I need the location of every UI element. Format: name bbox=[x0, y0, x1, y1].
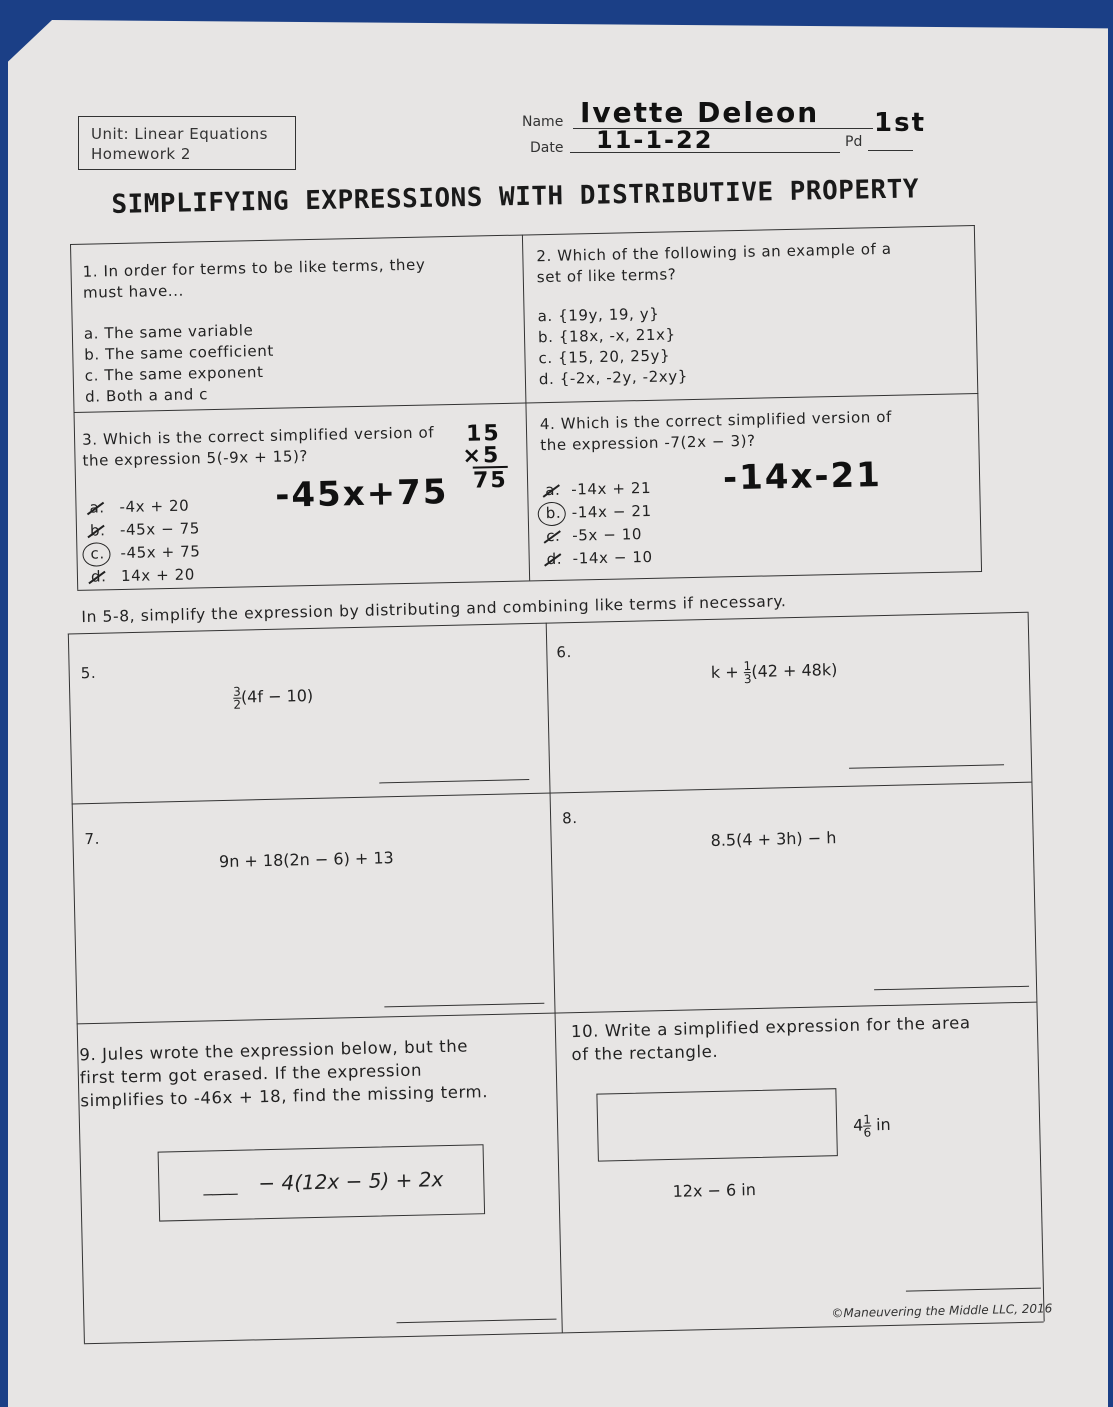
date-value: 11-1-22 bbox=[596, 126, 714, 154]
questions-5-10-grid bbox=[45, 575, 1062, 1357]
q5-frac-den: 2 bbox=[233, 697, 242, 712]
q3-option-c-letter: c. bbox=[90, 544, 105, 563]
page-title: SIMPLIFYING EXPRESSIONS WITH DISTRIBUTIVE PROPERTY bbox=[111, 174, 920, 220]
q2-block bbox=[536, 239, 894, 390]
q3-answer-circle bbox=[82, 542, 110, 567]
q4-block bbox=[540, 407, 893, 456]
q9-line1: 9. Jules wrote the expression below, but the bbox=[79, 1036, 469, 1065]
q3-work-calc-top: 15 bbox=[465, 421, 501, 447]
homework-label: Homework 2 bbox=[91, 145, 191, 163]
q3-block bbox=[82, 422, 435, 471]
q6-answer-line[interactable] bbox=[849, 764, 1004, 769]
q6-prefix: k + bbox=[710, 662, 744, 682]
q9-blank[interactable]: ____ bbox=[203, 1175, 238, 1197]
q9-line2: first term got erased. If the expression bbox=[79, 1060, 423, 1088]
q3-prompt-line1: 3. Which is the correct simplified version of bbox=[81, 423, 435, 449]
q9-box-expression: − 4(12x − 5) + 2x bbox=[258, 1167, 444, 1196]
q10-side-whole: 4 bbox=[852, 1115, 864, 1135]
q10-line1: 10. Write a simplified expression for the area bbox=[570, 1013, 971, 1042]
q5-expression bbox=[233, 684, 313, 711]
q1-prompt-line2: must have... bbox=[82, 281, 185, 302]
q8-number: 8. bbox=[561, 808, 578, 828]
lower-grid-right bbox=[1028, 612, 1045, 1322]
q3-option-a-letter: a. bbox=[89, 498, 105, 517]
q4-option-c-letter: c. bbox=[546, 526, 561, 546]
q4-prompt-line1: 4. Which is the correct simplified version of bbox=[539, 407, 893, 434]
q1-prompt-line1: 1. In order for terms to be like terms, they bbox=[82, 255, 426, 281]
q9-block bbox=[79, 1034, 488, 1112]
q10-side-den: 6 bbox=[863, 1125, 872, 1140]
q9-answer-line[interactable] bbox=[397, 1319, 557, 1324]
q3-option-d[interactable]: 14x + 20 bbox=[120, 565, 196, 586]
instructions: In 5-8, simplify the expression by distributing and combining like terms if necessary. bbox=[81, 592, 787, 627]
questions-1-4-grid bbox=[70, 225, 982, 592]
q5-frac-num: 3 bbox=[233, 684, 241, 699]
q5-answer-line[interactable] bbox=[379, 779, 529, 783]
q10-bottom-label: 12x − 6 in bbox=[672, 1180, 757, 1201]
q5-number: 5. bbox=[80, 663, 97, 683]
q3-option-b[interactable]: -45x − 75 bbox=[119, 519, 201, 540]
copyright: ©Maneuvering the Middle LLC, 2016 bbox=[831, 1301, 1053, 1321]
q10-line2: of the rectangle. bbox=[571, 1041, 719, 1065]
q3-option-b-letter: b. bbox=[89, 521, 106, 540]
q2-prompt-line2: set of like terms? bbox=[536, 265, 677, 287]
pd-underline bbox=[868, 150, 913, 151]
q2-option-c[interactable]: c. {15, 20, 25y} bbox=[538, 346, 671, 368]
unit-header-box bbox=[78, 116, 296, 170]
q10-side-unit: in bbox=[875, 1114, 891, 1135]
date-label: Date bbox=[530, 140, 564, 156]
q3-work-answer: -45x+75 bbox=[274, 472, 449, 516]
q4-answer-circle bbox=[538, 502, 566, 527]
q4-option-b[interactable]: -14x − 21 bbox=[571, 501, 652, 522]
q8-answer-line[interactable] bbox=[874, 986, 1029, 991]
q10-rectangle bbox=[596, 1088, 837, 1161]
q3-work-calc-result: 75 bbox=[472, 467, 508, 494]
q4-work-answer: -14x-21 bbox=[722, 455, 883, 499]
q4-prompt-line2: the expression -7(2x − 3)? bbox=[540, 431, 756, 455]
q6-frac-den: 3 bbox=[743, 671, 752, 687]
unit-label: Unit: Linear Equations bbox=[91, 125, 268, 143]
q7-number: 7. bbox=[84, 829, 101, 849]
q4-option-c[interactable]: -5x − 10 bbox=[572, 525, 643, 545]
q3-option-d-letter: d. bbox=[90, 567, 107, 586]
name-label: Name bbox=[522, 114, 564, 130]
q8-expression: 8.5(4 + 3h) − h bbox=[710, 828, 837, 850]
q5-expr: (4f − 10) bbox=[240, 685, 314, 707]
q1-option-a[interactable]: a. The same variable bbox=[83, 321, 254, 343]
q1-block bbox=[82, 255, 428, 408]
q3-work-calc-mult: ×5 bbox=[462, 443, 501, 469]
q7-expression: 9n + 18(2n − 6) + 13 bbox=[218, 848, 394, 872]
q6-expression bbox=[711, 658, 838, 686]
q6-expr: (42 + 48k) bbox=[751, 660, 838, 681]
q10-side-label bbox=[853, 1113, 891, 1139]
q3-option-a[interactable]: -4x + 20 bbox=[119, 496, 190, 517]
q4-option-d[interactable]: -14x − 10 bbox=[572, 547, 653, 568]
q2-option-b[interactable]: b. {18x, -x, 21x} bbox=[537, 325, 676, 347]
q10-side-num: 1 bbox=[863, 1112, 872, 1127]
pd-label: Pd bbox=[845, 134, 863, 150]
q1-option-c[interactable]: c. The same exponent bbox=[84, 362, 264, 385]
q10-answer-line[interactable] bbox=[906, 1288, 1041, 1292]
q3-prompt-line2: the expression 5(-9x + 15)? bbox=[82, 447, 309, 470]
q2-option-a[interactable]: a. {19y, 19, y} bbox=[537, 304, 660, 326]
lower-grid-row1-divider bbox=[72, 782, 1032, 805]
q4-option-b-letter: b. bbox=[545, 503, 562, 523]
q9-line3: simplifies to -46x + 18, find the missing term. bbox=[80, 1082, 489, 1111]
q10-side-fraction bbox=[863, 1113, 871, 1138]
name-value: Ivette Deleon bbox=[580, 96, 820, 129]
q2-prompt-line1: 2. Which of the following is an example of a bbox=[536, 239, 892, 266]
q6-number: 6. bbox=[556, 643, 573, 662]
q3-option-c[interactable]: -45x + 75 bbox=[120, 542, 201, 563]
q2-option-d[interactable]: d. {-2x, -2y, -2xy} bbox=[538, 367, 689, 389]
q1-option-d[interactable]: d. Both a and c bbox=[85, 385, 209, 406]
pd-value: 1st bbox=[874, 108, 926, 138]
lower-grid-left bbox=[68, 633, 85, 1343]
lower-grid-center bbox=[546, 623, 563, 1333]
q7-answer-line[interactable] bbox=[384, 1003, 544, 1008]
q6-frac-num: 1 bbox=[743, 658, 752, 674]
q1-option-b[interactable]: b. The same coefficient bbox=[84, 341, 275, 364]
q4-option-a[interactable]: -14x + 21 bbox=[571, 478, 652, 499]
q4-option-d-letter: d. bbox=[546, 549, 563, 569]
grid-divider-center bbox=[522, 235, 530, 581]
q10-block bbox=[571, 1011, 972, 1066]
q4-option-a-letter: a. bbox=[545, 480, 561, 500]
